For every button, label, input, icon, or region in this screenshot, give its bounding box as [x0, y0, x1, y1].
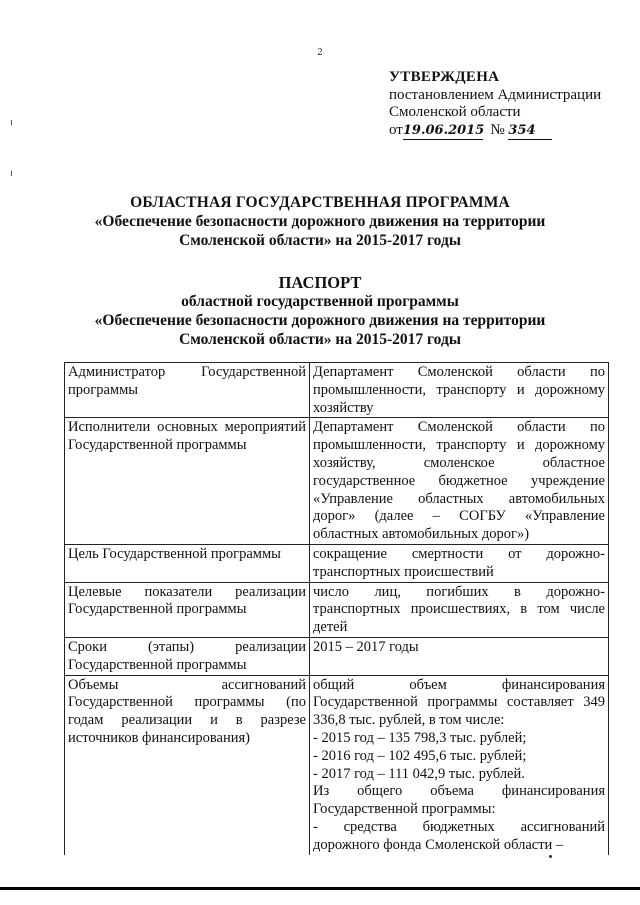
table-row: [65, 363, 609, 418]
scan-speck: [549, 855, 552, 858]
row-value: [310, 675, 609, 854]
row-value: [310, 363, 609, 418]
row-value-line: Департамент Смоленской области по промышленности, транспорту и дорожному хозяйству, смоленское областное государственное бюджетное учреждение «Управление областных автомобильных дорог» (далее – СОГБУ «Управление областных автомобильных дорог»): [313, 419, 605, 543]
row-value-line: Департамент Смоленской области по промышленности, транспорту и дорожному хозяйству: [313, 364, 605, 416]
approval-number: 354: [508, 122, 552, 141]
page-number: 2: [317, 47, 323, 58]
table-row: [65, 637, 609, 675]
passport-title-block: [0, 273, 640, 349]
row-value-line: сокращение смертности от дорожно-транспортных происшествий: [313, 545, 605, 580]
passport-line-1: областной государственной программы: [181, 293, 459, 310]
row-value: [310, 582, 609, 637]
approval-stamp: [389, 69, 601, 140]
table-row: [65, 418, 609, 545]
row-label: Сроки (этапы) реализации Государственной программы: [65, 637, 310, 675]
row-label: Целевые показатели реализации Государственной программы: [65, 582, 310, 637]
row-value-line: - 2015 год – 135 798,3 тыс. рублей;: [313, 729, 527, 746]
page-bottom-edge: [0, 887, 640, 890]
table-row: [65, 675, 609, 854]
program-subtitle-2: Смоленской области» на 2015-2017 годы: [179, 232, 461, 249]
program-subtitle-1: «Обеспечение безопасности дорожного движения на территории: [94, 213, 546, 230]
approval-order-line: [389, 122, 601, 141]
approval-title: УТВЕРЖДЕНА: [389, 69, 500, 85]
row-value-line: 2015 – 2017 годы: [313, 638, 419, 655]
row-label: Администратор Государственной программы: [65, 363, 310, 418]
passport-table-body: [65, 363, 609, 855]
row-value: [310, 544, 609, 582]
passport-line-3: Смоленской области» на 2015-2017 годы: [179, 331, 461, 348]
passport-title: ПАСПОРТ: [278, 273, 362, 292]
approval-line-1: постановлением Администрации: [389, 86, 602, 103]
row-value-line: - средства бюджетных ассигнований дорожного фонда Смоленской области –: [313, 818, 605, 853]
passport-table: [64, 362, 609, 855]
row-value: [310, 418, 609, 545]
program-title: ОБЛАСТНАЯ ГОСУДАРСТВЕННАЯ ПРОГРАММА: [130, 194, 510, 211]
program-title-block: [0, 193, 640, 250]
row-value-line: - 2017 год – 111 042,9 тыс. рублей.: [313, 765, 525, 782]
row-value-line: - 2016 год – 102 495,6 тыс. рублей;: [313, 747, 527, 764]
row-value: [310, 637, 609, 675]
table-row: [65, 544, 609, 582]
approval-date: 19.06.2015: [403, 122, 483, 141]
row-label: Исполнители основных мероприятий Государственной программы: [65, 418, 310, 545]
row-value-line: число лиц, погибших в дорожно-транспортных происшествиях, в том числе детей: [313, 583, 605, 636]
row-value-line: Из общего объема финансирования Государственной программы:: [313, 783, 605, 818]
approval-from-label: от: [389, 121, 403, 138]
row-label: Цель Государственной программы: [65, 544, 310, 582]
row-value-line: общий объем финансирования Государственной программы составляет 349 336,8 тыс. рублей, в том числе:: [313, 676, 605, 729]
passport-line-2: «Обеспечение безопасности дорожного движения на территории: [94, 312, 546, 329]
row-label: Объемы ассигнований Государственной программы (по годам реализации и в разрезе источников финансирования): [65, 675, 310, 854]
approval-number-label: №: [490, 121, 505, 138]
table-row: [65, 582, 609, 637]
approval-line-2: Смоленской области: [389, 104, 521, 120]
